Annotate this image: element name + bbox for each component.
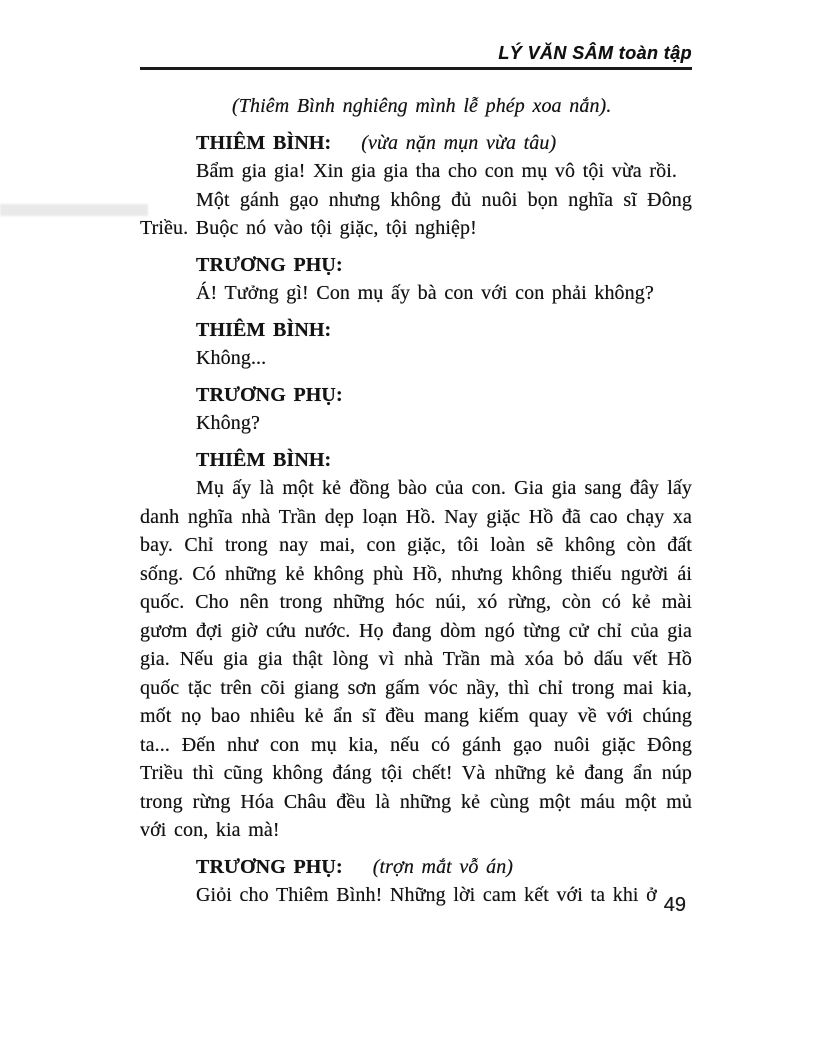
script-text: [140, 92, 692, 910]
dialogue-para: Á! Tưởng gì! Con mụ ấy bà con với con phải không?: [196, 282, 654, 304]
dialogue-para: Không...: [196, 347, 267, 369]
dialogue-para: Giỏi cho Thiêm Bình! Những lời cam kết với ta khi ở: [196, 884, 657, 906]
stage-direction-inline: (trợn mắt vỗ án): [372, 855, 514, 878]
speaker-line: [140, 316, 692, 345]
speaker-name: THIÊM BÌNH:: [196, 131, 332, 154]
dialogue-para: Không?: [196, 412, 260, 434]
scan-artifact-band: [0, 204, 148, 216]
running-title: LÝ VĂN SÂM toàn tập: [498, 43, 692, 63]
speaker-line: [140, 446, 692, 475]
dialogue-para: Một gánh gạo nhưng không đủ nuôi bọn nghĩa sĩ Đông Triều. Buộc nó vào tội giặc, tội nghiệp!: [140, 188, 692, 239]
page-header: [140, 42, 692, 70]
page-number: 49: [663, 894, 686, 916]
dialogue-para: Bẩm gia gia! Xin gia gia tha cho con mụ vô tội vừa rồi.: [196, 160, 677, 182]
speaker-name: TRƯƠNG PHỤ:: [196, 253, 343, 276]
speaker-line: [140, 251, 692, 280]
stage-direction: (Thiêm Bình nghiêng mình lễ phép xoa nắn).: [232, 95, 612, 117]
dialogue-para: Mụ ấy là một kẻ đồng bào của con. Gia gia sang đây lấy danh nghĩa nhà Trần dẹp loạn Hồ. Nay giặc Hồ đã cao chạy xa bay. Chỉ trong nay mai, con giặc, tôi loàn sẽ không còn đất sống. Có những kẻ không phù Hồ, nhưng không thiếu người ái quốc. Cho nên trong những hóc núi, xó rừng, còn có kẻ mài gươm đợi giờ cứu nước. Họ đang dòm ngó từng cử chỉ của gia gia. Nếu gia gia thật lòng vì nhà Trần mà xóa bỏ dấu vết Hồ quốc tặc trên cõi giang sơn gấm vóc nầy, thì chỉ trong mai kia, mốt nọ bao nhiêu kẻ ẩn sĩ đều mang kiếm quay về với chúng ta... Đến như con mụ kia, nếu có gánh gạo nuôi giặc Đông Triều thì cũng không đáng tội chết! Và những kẻ đang ẩn núp trong rừng Hóa Châu đều là những kẻ cùng một máu một mủ với con, kia mà!: [140, 477, 692, 841]
speaker-name: TRƯƠNG PHỤ:: [196, 383, 343, 406]
speaker-line: [140, 853, 692, 882]
speaker-name: TRƯƠNG PHỤ:: [196, 855, 343, 878]
stage-direction-inline: (vừa nặn mụn vừa tâu): [361, 131, 557, 154]
speaker-line: [140, 381, 692, 410]
speaker-name: THIÊM BÌNH:: [196, 448, 332, 471]
speaker-line: [140, 129, 692, 158]
speaker-name: THIÊM BÌNH:: [196, 318, 332, 341]
